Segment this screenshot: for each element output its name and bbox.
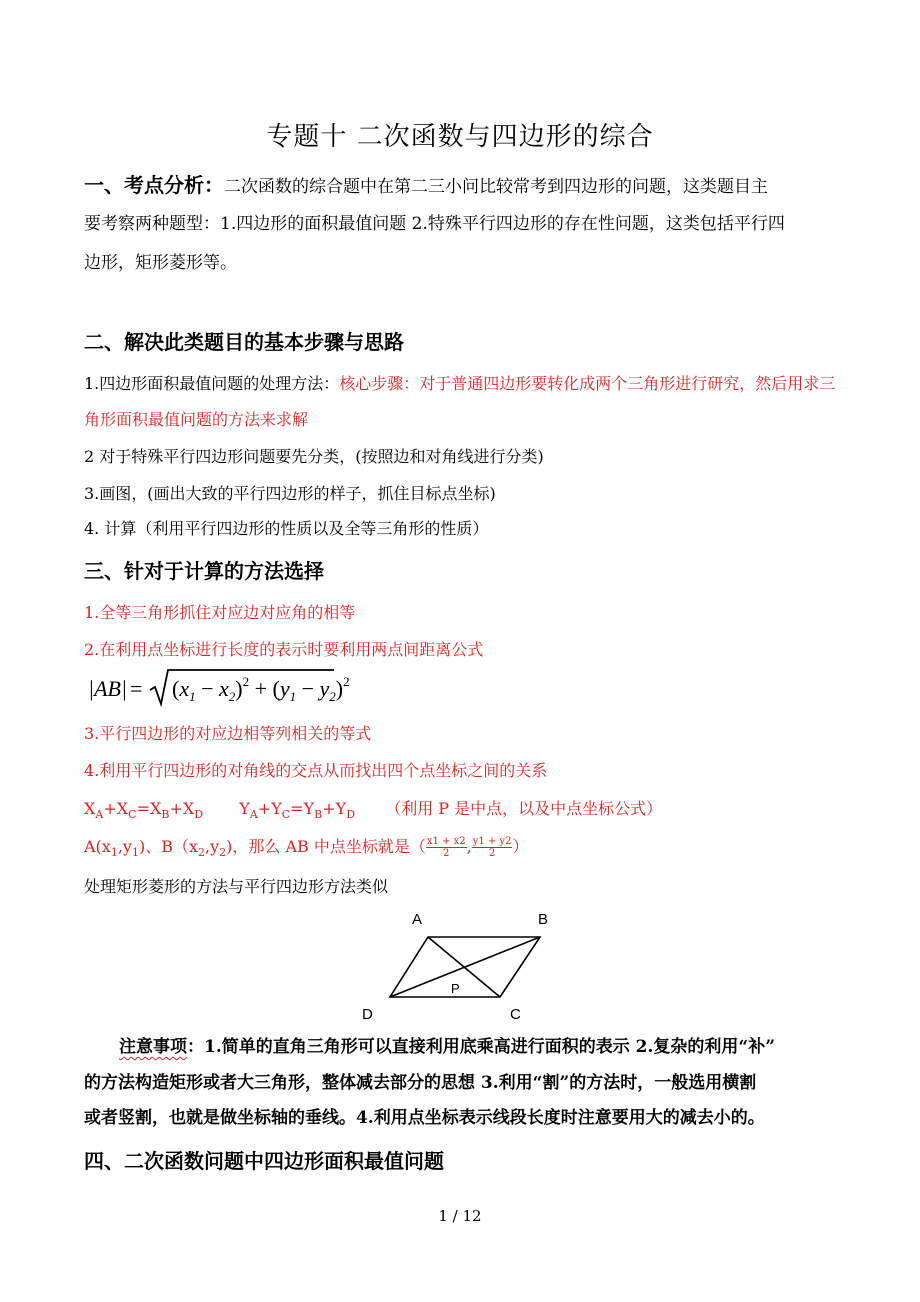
label-d: D — [362, 1006, 373, 1023]
notes-line2: 的方法构造矩形或者大三角形，整体减去部分的思想 3.利用“割”的方法时，一般选用横割 — [84, 1073, 757, 1093]
section2-item1-cont: 角形面积最值问题的方法来求解 — [84, 410, 309, 429]
parallelogram-diagram — [350, 900, 570, 1025]
notes-line1-text: ：1.简单的直角三角形可以直接利用底乘高进行面积的表示 2.复杂的利用“补” — [187, 1037, 775, 1057]
label-p: P — [451, 981, 460, 996]
section3-item3: 3.平行四边形的对应边相等列相关的等式 — [84, 724, 372, 743]
eq-y: $Y_A+Y_C=Y_B+Y_D$ — [239, 799, 356, 821]
eq-x: $X_A+X_C=X_B+X_D$ — [84, 799, 204, 821]
section3-heading: 三、针对于计算的方法选择 — [84, 559, 324, 583]
fraction-x: $\frac{x1 + x2}{2}$ — [426, 836, 466, 859]
section1-text-1: 二次函数的综合题中在第二三小问比较常考到四边形的问题，这类题目主 — [224, 177, 768, 197]
section3-item4: 4.利用平行四边形的对角线的交点从而找出四个点坐标之间的关系 — [84, 761, 548, 780]
notes-line3: 或者竖割，也就是做坐标轴的垂线。4.利用点坐标表示线段长度时注意要用大的减去小的。 — [84, 1108, 765, 1128]
section2-item2: 2 对于特殊平行四边形问题要先分类，(按照边和对角线进行分类) — [84, 447, 544, 466]
svg-text:(x1 − x2)2 + (y1 − y2)2: $(x_1 - x_2)^2 + (y_1 - y_2)^2$ — [172, 674, 350, 704]
section3-item1: 1.全等三角形抓住对应边对应角的相等 — [84, 603, 356, 622]
section2-item4: 4. 计算（利用平行四边形的性质以及全等三角形的性质） — [84, 519, 489, 538]
section4-heading: 四、二次函数问题中四边形面积最值问题 — [84, 1149, 444, 1173]
page-number: 1 / 12 — [438, 1207, 482, 1225]
eq-note: （利用 P 是中点，以及中点坐标公式） — [385, 799, 663, 818]
label-a: A — [412, 911, 423, 928]
diagonal-bd — [390, 937, 540, 997]
section2-item1-prefix: 1.四边形面积最值问题的处理方法： — [84, 374, 340, 393]
coordinate-equations — [84, 796, 662, 819]
section3-item2: 2.在利用点坐标进行长度的表示时要利用两点间距离公式 — [84, 640, 484, 659]
label-c: C — [510, 1006, 521, 1023]
section1-line3: 边形，矩形菱形等。 — [84, 253, 237, 273]
section1-line1 — [84, 165, 768, 207]
midpoint-formula: $A(x_1,y_1)$、$B(x_2,y_2)$，那么 AB 中点坐标就是（ $\frac{x1 + x2}{2}$ , $\frac{y1 + y2}{2}$ ） — [84, 836, 529, 859]
section2-item3: 3.画图，(画出大致的平行四边形的样子，抓住目标点坐标) — [84, 484, 496, 503]
section2-item1-red: 核心步骤：对于普通四边形要转化成两个三角形进行研究，然后用求三 — [339, 374, 836, 393]
fraction-y: $\frac{y1 + y2}{2}$ — [472, 836, 512, 859]
notes-line1 — [119, 1032, 775, 1057]
midpoint-text: $A(x_1,y_1)$、$B(x_2,y_2)$，那么 AB 中点坐标就是（ — [84, 837, 426, 859]
section2-item1 — [84, 371, 835, 394]
similar-method-note: 处理矩形菱形的方法与平行四边形方法类似 — [84, 877, 389, 896]
svg-text:|AB|: |AB| — [88, 676, 128, 701]
section2-heading: 二、解决此类题目的基本步骤与思路 — [84, 330, 404, 354]
label-b: B — [538, 911, 549, 928]
section1-heading: 一、考点分析： — [84, 173, 224, 197]
svg-text:=: = — [130, 676, 143, 701]
section1-line2: 要考察两种题型：1.四边形的面积最值问题 2.特殊平行四边形的存在性问题，这类包括平行四 — [84, 214, 785, 234]
page-title: 专题十 二次函数与四边形的综合 — [266, 122, 654, 152]
distance-formula — [84, 664, 350, 712]
notes-label: 注意事项 — [119, 1037, 187, 1057]
